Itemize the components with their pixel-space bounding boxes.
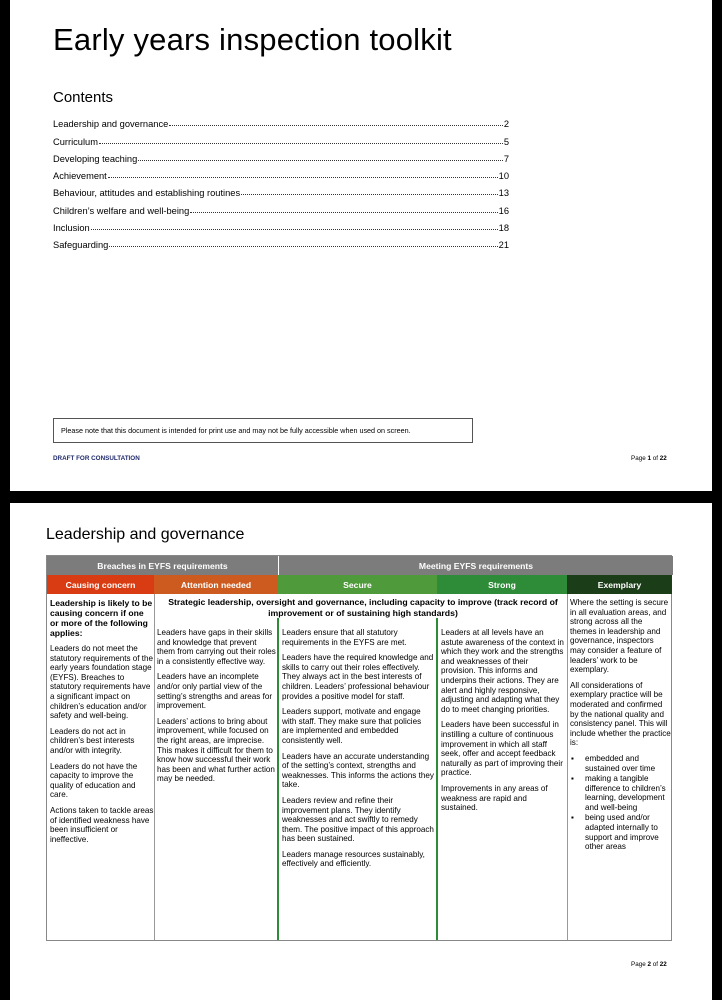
causing-item: Actions taken to tackle areas of identified weakness have been insufficient or ineffective. — [50, 805, 154, 844]
evaluation-table — [46, 555, 672, 941]
divider-line — [154, 594, 155, 940]
secure-item: Leaders support, motivate and engage with staff. They make sure that policies are implemented and embedded consistently well. — [282, 707, 422, 745]
page-total: 22 — [659, 455, 667, 462]
causing-lead: Leadership is likely to be causing concern if one or more of the following applies: — [50, 598, 153, 638]
secure-item: Leaders have an accurate understanding of the setting’s context, strengths and weaknesses. This informs the actions they take. — [282, 751, 434, 790]
toc-entry-label: Developing teaching — [53, 153, 138, 164]
toc-entry[interactable] — [53, 233, 509, 250]
toc-entry[interactable] — [53, 129, 509, 146]
page-label: Page — [631, 961, 646, 968]
page-number — [631, 961, 667, 968]
section-heading: Leadership and governance — [46, 526, 245, 543]
toc-leader — [190, 212, 497, 213]
accessibility-note-text: Please note that this document is intended for print use and may not be fully accessible when used on screen. — [61, 426, 411, 435]
toc-entry-label: Safeguarding — [53, 240, 109, 251]
exemplary-bullet: ▪ embedded and sustained over time — [570, 754, 671, 773]
toc-entry-page: 13 — [498, 188, 509, 199]
group-meeting: Meeting EYFS requirements — [278, 556, 673, 575]
secure-column — [282, 628, 435, 875]
page-of: of — [652, 961, 658, 968]
exemplary-intro: All considerations of exemplary practice will be moderated and confirmed by the national quality and consistency panel. This will include whether the practice is: — [570, 680, 671, 748]
accessibility-note — [53, 418, 473, 443]
toc-entry[interactable] — [53, 164, 509, 181]
toc-entry[interactable] — [53, 181, 509, 198]
causing-item: Leaders do not act in children’s best interests and/or with integrity. — [50, 726, 135, 755]
attention-needed-column — [157, 628, 276, 790]
strong-item: Leaders have been successful in instilling a culture of continuous improvement in which all staff seek, offer and accept feedback naturally as part of improving their practice. — [441, 720, 563, 778]
header-attention-needed: Attention needed — [154, 575, 278, 594]
toc-entry-page: 16 — [498, 205, 509, 216]
page-1 — [10, 0, 712, 491]
toc-entry-page: 10 — [498, 171, 509, 182]
page-number — [631, 455, 667, 462]
toc-leader — [108, 177, 498, 178]
divider-green — [436, 618, 438, 940]
strategic-heading: Strategic leadership, oversight and governance, including capacity to improve (track record of improvement or of sustaining high standards) — [168, 597, 558, 618]
toc-entry-label: Children’s welfare and well-being — [53, 205, 190, 216]
toc-leader — [109, 246, 497, 247]
toc-entry-label: Achievement — [53, 171, 107, 182]
toc-entry[interactable] — [53, 112, 509, 129]
secure-item: Leaders have the required knowledge and skills to carry out their roles effectively. They always act in the best interests of children. Leaders’ professional behaviour provides a positive model for staff. — [282, 653, 434, 701]
toc-entry-label: Behaviour, attitudes and establishing routines — [53, 188, 241, 199]
header-strong: Strong — [437, 575, 567, 594]
page-current: 1 — [647, 455, 651, 462]
toc-entry[interactable] — [53, 147, 509, 164]
toc-entry-page: 18 — [498, 223, 509, 234]
toc-leader — [241, 194, 498, 195]
toc-entry-label: Leadership and governance — [53, 119, 169, 130]
exemplary-bullet: ▪ making a tangible difference to children’s learning, development and well-being — [570, 774, 671, 812]
header-secure: Secure — [278, 575, 437, 594]
divider-line — [567, 594, 568, 940]
exemplary-intro: Where the setting is secure in all evaluation areas, and strong across all the themes in leadership and governance, inspectors may consider a feature of leaders’ work to be exemplary. — [570, 598, 669, 675]
strong-column — [441, 628, 565, 819]
toc-entry[interactable] — [53, 216, 509, 233]
attention-item: Leaders’ actions to bring about improvement, while focused on the right areas, are imprecise. This makes it difficult for them to know how successful their work has been and what further action may be needed. — [157, 716, 275, 784]
header-exemplary: Exemplary — [567, 575, 672, 594]
page-of: of — [652, 455, 658, 462]
table-of-contents — [53, 112, 509, 250]
toc-entry-label: Curriculum — [53, 136, 98, 147]
attention-item: Leaders have an incomplete and/or only partial view of the setting’s strengths and areas for improvement. — [157, 672, 273, 711]
exemplary-bullet: ▪ being used and/or adapted internally to support and improve other areas — [570, 813, 671, 851]
divider-green — [277, 618, 279, 940]
secure-item: Leaders manage resources sustainably, effectively and efficiently. — [282, 849, 425, 869]
page-2 — [10, 503, 712, 1000]
toc-leader — [169, 125, 503, 126]
group-breaches: Breaches in EYFS requirements — [47, 556, 278, 575]
toc-leader — [91, 229, 498, 230]
toc-entry-page: 5 — [503, 136, 509, 147]
draft-label: DRAFT FOR CONSULTATION — [53, 455, 140, 462]
causing-concern-column — [50, 598, 154, 850]
toc-entry-label: Inclusion — [53, 223, 90, 234]
causing-item: Leaders do not meet the statutory requirements of the early years foundation stage (EYFS). Breaches to statutory requirements have a significant impact on children’s education and/or safety and well-being. — [50, 644, 154, 721]
exemplary-bullets — [570, 754, 671, 852]
document-title: Early years inspection toolkit — [53, 22, 452, 57]
toc-entry-page: 2 — [503, 119, 509, 130]
toc-entry[interactable] — [53, 198, 509, 215]
secure-item: Leaders ensure that all statutory requirements in the EYFS are met. — [282, 628, 407, 647]
page-current: 2 — [647, 961, 651, 968]
header-causing-concern: Causing concern — [47, 575, 154, 594]
toc-entry-page: 7 — [503, 153, 509, 164]
strong-item: Leaders at all levels have an astute awareness of the context in which they work and the strengths and weaknesses of their provision. This informs and underpins their actions. They are alert and highly responsive, adjusting and adapting what they do to meet changing priorities. — [441, 628, 564, 714]
toc-entry-page: 21 — [498, 240, 509, 251]
contents-heading: Contents — [53, 89, 114, 106]
strong-item: Improvements in any areas of weakness are rapid and sustained. — [441, 783, 548, 813]
causing-item: Leaders do not have the capacity to improve the quality of education and care. — [50, 761, 138, 800]
exemplary-column — [570, 598, 671, 853]
toc-leader — [138, 160, 503, 161]
page-label: Page — [631, 455, 646, 462]
attention-item: Leaders have gaps in their skills and knowledge that prevent them from carrying out their roles in a consistently effective way. — [157, 628, 276, 666]
page-total: 22 — [659, 961, 667, 968]
secure-item: Leaders review and refine their improvement plans. They identify weaknesses and act swiftly to remedy them. The positive impact of this approach has been sustained. — [282, 795, 434, 844]
toc-leader — [99, 143, 503, 144]
